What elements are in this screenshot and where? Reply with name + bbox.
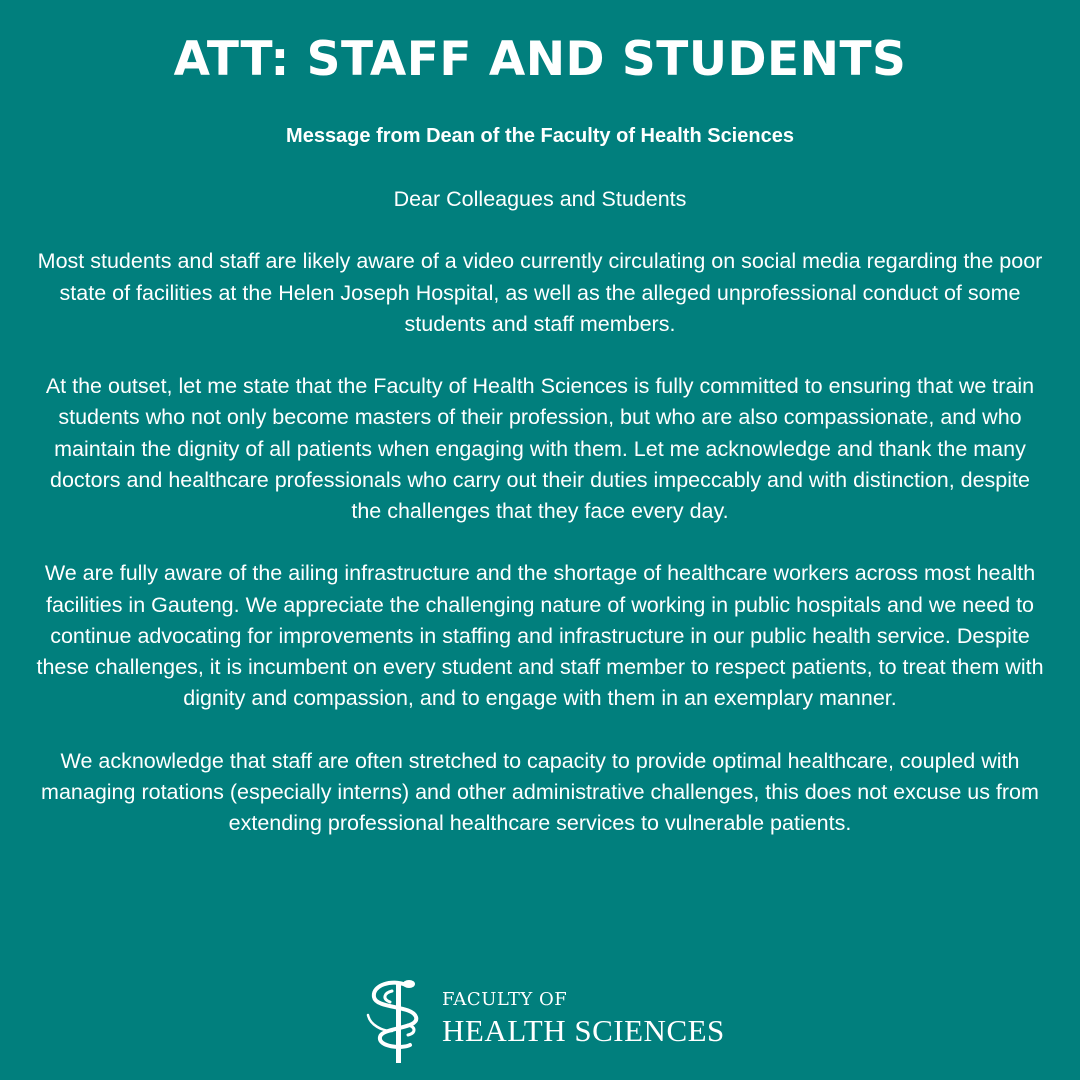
caduceus-snake-icon bbox=[362, 975, 438, 1065]
letter-paragraph-4: We acknowledge that staff are often stretched to capacity to provide optimal healthcare, coupled with managing rotations (especially interns) and other administrative challenges, this does not excuse us from extending professional healthcare services to vulnerable patients. bbox=[41, 748, 1039, 835]
letter-paragraph-2: At the outset, let me state that the Faculty of Health Sciences is fully committed to ensuring that we train students who not only become masters of their profession, but who are also compassionate, and who maintain the dignity of all patients when engaging with them. Let me acknowledge and thank the many doctors and healthcare professionals who carry out their duties impeccably and with distinction, despite the challenges that they face every day. bbox=[45, 374, 1035, 523]
faculty-logo bbox=[362, 975, 732, 1065]
message-subtitle: Message from Dean of the Faculty of Health Sciences bbox=[286, 125, 794, 147]
letter-paragraph-3: We are fully aware of the ailing infrastructure and the shortage of healthcare workers across most health facilities in Gauteng. We appreciate the challenging nature of working in public hospitals and we need to continue advocating for improvements in staffing and infrastructure in our public health service. Despite these challenges, it is incumbent on every student and staff member to respect patients, to treat them with dignity and compassion, and to engage with them in an exemplary manner. bbox=[36, 561, 1044, 711]
logo-text-faculty-of: FACULTY OF bbox=[442, 989, 568, 1010]
page-title: ATT: STAFF AND STUDENTS bbox=[173, 32, 907, 87]
letter-body bbox=[36, 184, 1044, 870]
logo-text-health-sciences: HEALTH SCIENCES bbox=[442, 1013, 725, 1048]
letter-salutation: Dear Colleagues and Students bbox=[393, 187, 687, 211]
letter-paragraph-1: Most students and staff are likely aware of a video currently circulating on social media regarding the poor state of facilities at the Helen Joseph Hospital, as well as the alleged unprofessional conduct of some students and staff members. bbox=[37, 249, 1043, 336]
